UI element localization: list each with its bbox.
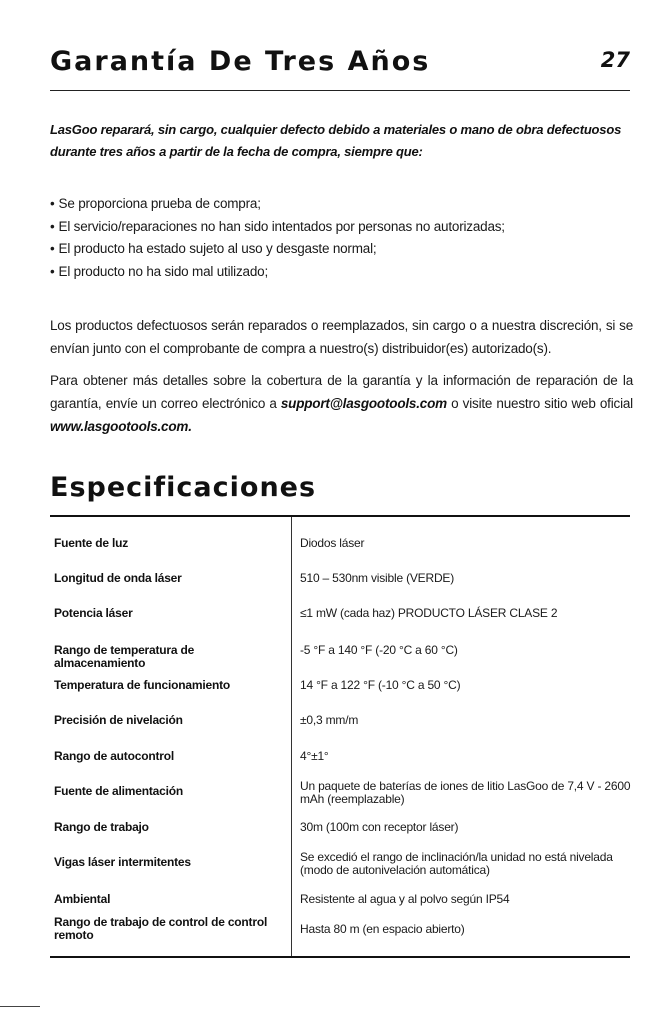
condition-item: • Se proporciona prueba de compra; <box>50 193 635 216</box>
spec-label: Rango de trabajo <box>54 820 149 834</box>
spec-value: 4°±1° <box>300 749 329 763</box>
spec-label: Rango de temperatura de almacenamiento <box>54 643 195 670</box>
spec-label: Fuente de luz <box>54 536 129 550</box>
condition-item: • El producto no ha sido mal utilizado; <box>50 261 635 284</box>
spec-value: Un paquete de baterías de iones de litio LasGoo de 7,4 V - 2600 mAh (reemplazable) <box>300 779 631 806</box>
warranty-conditions <box>50 193 635 283</box>
warranty-intro: LasGoo reparará, sin cargo, cualquier defecto debido a materiales o mano de obra defectuosos durante tres años a partir de la fecha de compra, siempre que: <box>50 122 622 159</box>
spec-label: Vigas láser intermitentes <box>54 855 191 869</box>
spec-value: 14 °F a 122 °F (-10 °C a 50 °C) <box>300 678 461 692</box>
support-email-link[interactable]: support@lasgootools.com <box>280 396 447 411</box>
spec-value: 510 – 530nm visible (VERDE) <box>300 571 455 585</box>
specs-column-divider <box>291 517 292 956</box>
spec-value: Hasta 80 m (en espacio abierto) <box>300 922 465 936</box>
spec-label: Rango de trabajo de control de control remoto <box>54 915 268 942</box>
spec-value: 30m (100m con receptor láser) <box>300 820 459 834</box>
spec-label: Rango de autocontrol <box>54 749 174 763</box>
contact-paragraph <box>50 369 633 438</box>
specs-title: Especificaciones <box>50 472 317 503</box>
page-title: Garantía De Tres Años <box>50 46 431 77</box>
header-divider <box>50 90 630 91</box>
spec-label: Fuente de alimentación <box>54 784 183 798</box>
condition-item: • El servicio/reparaciones no han sido intentados por personas no autorizadas; <box>50 216 635 239</box>
contact-text: Para obtener más detalles sobre la cobertura de la garantía y la información de reparación de la garantía, envíe un correo electrónico a <box>50 373 633 411</box>
spec-label: Temperatura de funcionamiento <box>54 678 231 692</box>
website-link[interactable]: www.lasgootools.com. <box>50 419 192 434</box>
page-number: 27 <box>600 48 630 72</box>
specs-table-bottom-border <box>50 956 630 958</box>
spec-value: ≤1 mW (cada haz) PRODUCTO LÁSER CLASE 2 <box>300 606 558 620</box>
spec-value: ±0,3 mm/m <box>300 713 359 727</box>
footer-mark <box>0 1006 40 1007</box>
spec-label: Ambiental <box>54 892 111 906</box>
page-header <box>50 46 630 82</box>
repair-paragraph: Los productos defectuosos serán reparados o reemplazados, sin cargo o a nuestra discreción, si se envían junto con el comprobante de compra a nuestro(s) distribuidor(es) autorizado(s). <box>50 318 633 356</box>
spec-value: -5 °F a 140 °F (-20 °C a 60 °C) <box>300 643 458 657</box>
spec-value: Se excedió el rango de inclinación/la unidad no está nivelada (modo de autonivelación automática) <box>300 850 613 877</box>
condition-item: • El producto ha estado sujeto al uso y desgaste normal; <box>50 238 635 261</box>
spec-label: Potencia láser <box>54 606 133 620</box>
spec-value: Resistente al agua y al polvo según IP54 <box>300 892 510 906</box>
contact-text-mid: o visite nuestro sitio web oficial <box>446 396 633 411</box>
specs-table-top-border <box>50 515 630 517</box>
spec-value: Diodos láser <box>300 536 365 550</box>
spec-label: Longitud de onda láser <box>54 571 182 585</box>
spec-label: Precisión de nivelación <box>54 713 183 727</box>
